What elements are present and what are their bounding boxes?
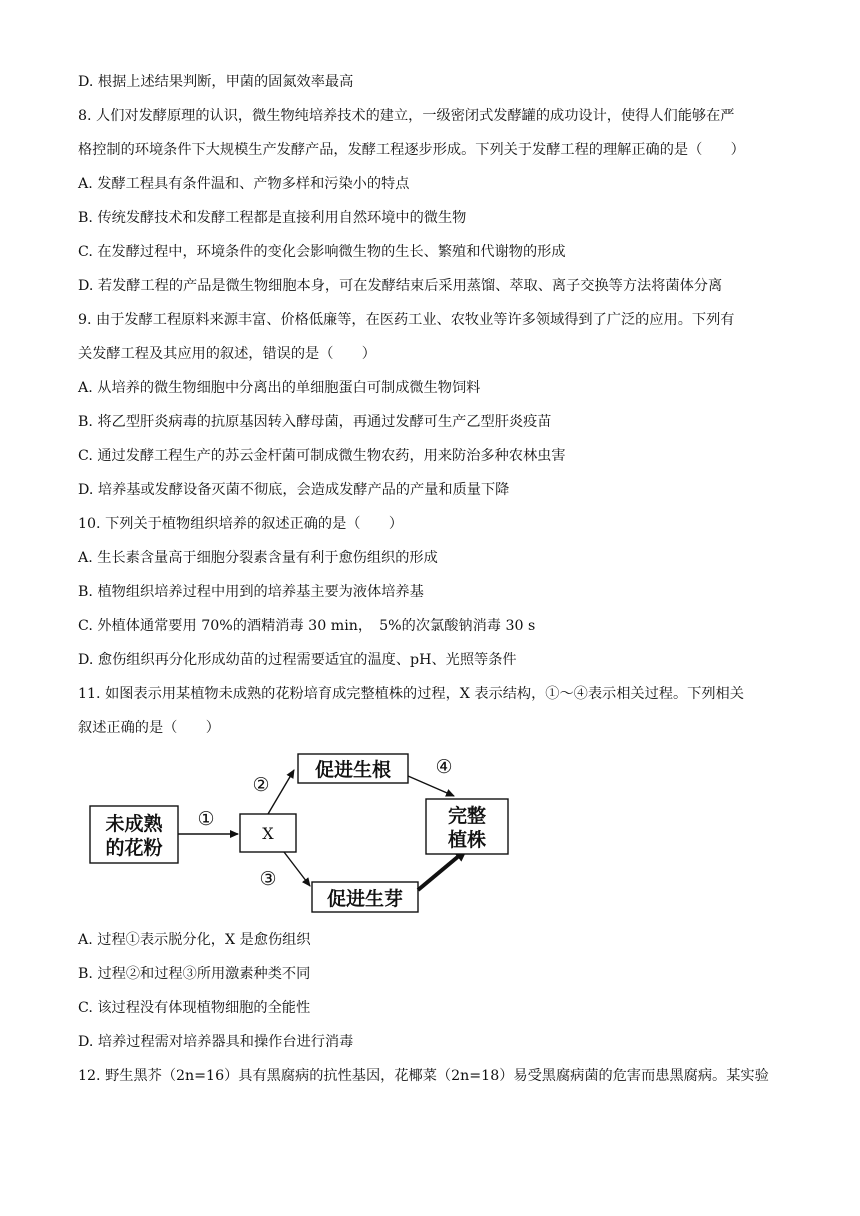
question-11-line2: 叙述正确的是（ ） (78, 720, 220, 736)
option-9d: D. 培养基或发酵设备灭菌不彻底，会造成发酵产品的产量和质量下降 (78, 482, 510, 498)
option-11d: D. 培养过程需对培养器具和操作台进行消毒 (78, 1034, 354, 1050)
question-12-line1: 12. 野生黑芥（2n=16）具有黑腐病的抗性基因，花椰菜（2n=18）易受黑腐病菌的危害而患黑腐病。某实验 (78, 1068, 769, 1084)
arrow-step3 (284, 852, 310, 886)
option-11b: B. 过程②和过程③所用激素种类不同 (78, 966, 311, 982)
option-10b: B. 植物组织培养过程中用到的培养基主要为液体培养基 (78, 584, 424, 600)
option-11a: A. 过程①表示脱分化，X 是愈伤组织 (78, 932, 311, 948)
option-11c: C. 该过程没有体现植物细胞的全能性 (78, 1000, 311, 1016)
question-8-line2: 格控制的环境条件下大规模生产发酵产品，发酵工程逐步形成。下列关于发酵工程的理解正确的是（ ） (78, 142, 745, 158)
question-10: 10. 下列关于植物组织培养的叙述正确的是（ ） (78, 516, 404, 532)
question-9-line1: 9. 由于发酵工程原料来源丰富、价格低廉等，在医药工业、农牧业等许多领域得到了广泛的应用。下列有 (78, 312, 735, 328)
step3-label: ③ (259, 868, 277, 890)
question-11-line1: 11. 如图表示用某植物未成熟的花粉培育成完整植株的过程，X 表示结构，①～④表示相关过程。下列相关 (78, 686, 744, 702)
pollen-label-line2: 的花粉 (105, 837, 163, 859)
arrow-step2 (268, 770, 294, 814)
bud-label: 促进生芽 (326, 888, 404, 910)
x-label: X (262, 824, 274, 843)
option-8b: B. 传统发酵技术和发酵工程都是直接利用自然环境中的微生物 (78, 210, 467, 226)
question-9-line2: 关发酵工程及其应用的叙述，错误的是（ ） (78, 346, 376, 362)
option-10c: C. 外植体通常要用 70%的酒精消毒 30 min， 5%的次氯酸钠消毒 30 s (78, 618, 536, 634)
option-9c: C. 通过发酵工程生产的苏云金杆菌可制成微生物农药，用来防治多种农林虫害 (78, 448, 566, 464)
option-7d: D. 根据上述结果判断，甲菌的固氮效率最高 (78, 74, 354, 90)
root-label: 促进生根 (314, 759, 392, 781)
plant-label-line2: 植株 (447, 829, 487, 851)
question-8-line1: 8. 人们对发酵原理的认识，微生物纯培养技术的建立，一级密闭式发酵罐的成功设计，使得人们能够在严 (78, 108, 735, 124)
pollen-culture-diagram (88, 748, 748, 918)
plant-label-line1: 完整 (447, 805, 487, 827)
arrow-bud-to-plant (418, 850, 466, 890)
step2-label: ② (252, 774, 270, 796)
option-10a: A. 生长素含量高于细胞分裂素含量有利于愈伤组织的形成 (78, 550, 438, 566)
option-9b: B. 将乙型肝炎病毒的抗原基因转入酵母菌，再通过发酵可生产乙型肝炎疫苗 (78, 414, 552, 430)
option-8d: D. 若发酵工程的产品是微生物细胞本身，可在发酵结束后采用蒸馏、萃取、离子交换等方法将菌体分离 (78, 278, 723, 294)
option-8c: C. 在发酵过程中，环境条件的变化会影响微生物的生长、繁殖和代谢物的形成 (78, 244, 566, 260)
option-10d: D. 愈伤组织再分化形成幼苗的过程需要适宜的温度、pH、光照等条件 (78, 652, 517, 668)
option-9a: A. 从培养的微生物细胞中分离出的单细胞蛋白可制成微生物饲料 (78, 380, 481, 396)
step1-label: ① (197, 808, 215, 830)
option-8a: A. 发酵工程具有条件温和、产物多样和污染小的特点 (78, 176, 410, 192)
pollen-label-line1: 未成熟 (105, 813, 163, 835)
arrow-step4 (408, 776, 454, 796)
step4-label: ④ (435, 756, 453, 778)
